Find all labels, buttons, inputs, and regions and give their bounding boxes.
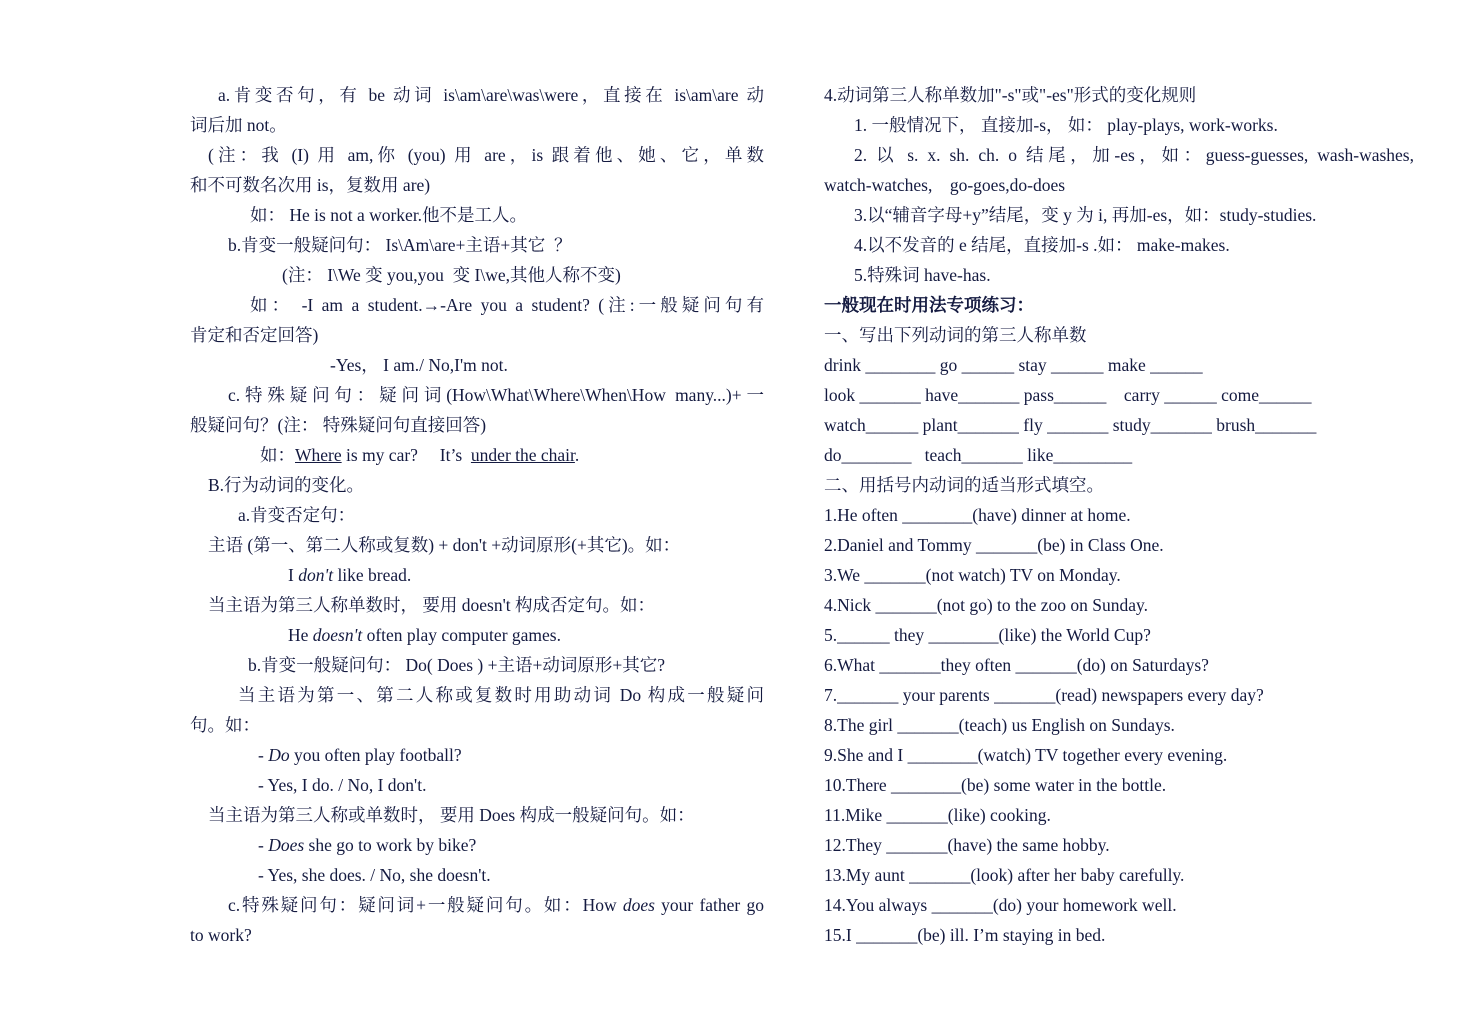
section-heading: 4.动词第三人称单数加"-s"或"-es"形式的变化规则 <box>824 85 1197 105</box>
rule-item: 3.以“辅音字母+y”结尾，变 y 为 i, 再加-es，如：study-studies. <box>854 205 1317 225</box>
right-column <box>824 80 1414 950</box>
text-line: 肯定和否定回答) <box>190 325 319 345</box>
text-line: 如： -I am a student.→-Are you a student? (注:一般疑问句有 <box>250 295 764 315</box>
rule-item: 1. 一般情况下， 直接加-s， 如： play-plays, work-works. <box>854 115 1278 135</box>
text-line: 般疑问句？(注： 特殊疑问句直接回答) <box>190 415 487 435</box>
text-span: she go to work by bike? <box>304 835 477 855</box>
text-span: c.特殊疑问句：疑问词+一般疑问句。如：How <box>228 895 623 915</box>
text-span: is my car? It’s <box>341 445 471 465</box>
example-line <box>190 830 764 860</box>
italic-text: does <box>622 895 655 915</box>
text-span: - <box>258 745 269 765</box>
text-span: . <box>574 445 580 465</box>
text-line: 和不可数名次用 is，复数用 are) <box>190 175 431 195</box>
example-line <box>190 440 764 470</box>
exercise-item: 1.He often ________(have) dinner at home. <box>824 505 1131 525</box>
exercise-line: do________ teach_______ like_________ <box>824 445 1133 465</box>
text-line: 句。如： <box>190 715 260 735</box>
text-span: 如： <box>260 445 295 465</box>
exercise-item: 13.My aunt _______(look) after her baby carefully. <box>824 865 1185 885</box>
text-span: I <box>288 565 299 585</box>
exercise-item: 10.There ________(be) some water in the bottle. <box>824 775 1167 795</box>
italic-text: Does <box>268 835 305 855</box>
text-line: to work? <box>190 925 252 945</box>
exercise-line: watch______ plant_______ fly _______ study_______ brush_______ <box>824 415 1317 435</box>
text-line: 词后加 not。 <box>190 115 287 135</box>
text-span: - <box>258 835 269 855</box>
text-span: often play computer games. <box>362 625 561 645</box>
text-span: you often play football? <box>289 745 462 765</box>
exercise-item: 11.Mike _______(like) cooking. <box>824 805 1051 825</box>
exercise-item: 12.They _______(have) the same hobby. <box>824 835 1110 855</box>
text-line: 当主语为第三人称单数时， 要用 doesn't 构成否定句。如： <box>208 595 655 615</box>
rule-item-continued: watch-watches, go-goes,do-does <box>824 175 1066 195</box>
exercise-item: 4.Nick _______(not go) to the zoo on Sunday. <box>824 595 1149 615</box>
section-heading: B.行为动词的变化。 <box>208 475 365 495</box>
exercise-line: look _______ have_______ pass______ carry ______ come______ <box>824 385 1312 405</box>
exercise-item: 8.The girl _______(teach) us English on Sundays. <box>824 715 1175 735</box>
text-span: like bread. <box>333 565 412 585</box>
exercise-item: 5.______ they ________(like) the World Cup? <box>824 625 1151 645</box>
italic-text: doesn't <box>312 625 363 645</box>
exercise-item: 3.We _______(not watch) TV on Monday. <box>824 565 1121 585</box>
exercise-line: drink ________ go ______ stay ______ make ______ <box>824 355 1203 375</box>
text-line: - Yes, she does. / No, she doesn't. <box>258 865 491 885</box>
left-column <box>190 80 764 950</box>
exercise-item: 7._______ your parents _______(read) newspapers every day? <box>824 685 1264 705</box>
text-line: b.肯变一般疑问句： Do( Does ) +主语+动词原形+其它? <box>248 655 666 675</box>
rule-item: 4.以不发音的 e 结尾，直接加-s .如： make-makes. <box>854 235 1230 255</box>
text-span: He <box>288 625 313 645</box>
italic-text: don't <box>298 565 334 585</box>
exercise-title: 一般现在时用法专项练习： <box>824 295 1034 315</box>
underlined-text: under the chair <box>470 445 575 465</box>
text-line: a.肯变否定句： <box>238 505 356 525</box>
exercise-section-heading: 一、写出下列动词的第三人称单数 <box>824 325 1087 345</box>
exercise-item: 9.She and I ________(watch) TV together every evening. <box>824 745 1228 765</box>
rule-item: 5.特殊词 have-has. <box>854 265 991 285</box>
example-line <box>190 560 764 590</box>
example-line <box>190 620 764 650</box>
text-line: c.特殊疑问句：疑问词(How\What\Where\When\How many...)+一 <box>228 385 764 405</box>
exercise-section-heading: 二、用括号内动词的适当形式填空。 <box>824 475 1104 495</box>
exercise-item: 2.Daniel and Tommy _______(be) in Class One. <box>824 535 1164 555</box>
exercise-item: 15.I _______(be) ill. I’m staying in bed. <box>824 925 1106 945</box>
text-line: 主语 (第一、第二人称或复数) + don't +动词原形(+其它)。如： <box>208 535 681 555</box>
text-line: b.肯变一般疑问句： Is\Am\are+主语+其它 ？ <box>228 235 572 255</box>
example-line <box>190 890 764 920</box>
text-line: 当主语为第一、第二人称或复数时用助动词 Do 构成一般疑问 <box>238 685 764 705</box>
text-line: 如： He is not a worker.他不是工人。 <box>250 205 528 225</box>
text-line: (注： I\We 变 you,you 变 I\we,其他人称不变) <box>282 265 621 285</box>
text-line: - Yes, I do. / No, I don't. <box>258 775 427 795</box>
underlined-text: Where <box>295 445 342 465</box>
text-span: your father go <box>654 895 764 915</box>
text-line: (注：我 (I) 用 am,你 (you) 用 are，is 跟着他、她、它，单数 <box>208 145 764 165</box>
text-line: 当主语为第三人称或单数时， 要用 Does 构成一般疑问句。如： <box>208 805 695 825</box>
text-line: a.肯变否句，有 be 动词 is\am\are\was\were，直接在 is\am\are 动 <box>218 85 764 105</box>
exercise-item: 6.What _______they often _______(do) on Saturdays? <box>824 655 1209 675</box>
rule-item: 2. 以 s. x. sh. ch. o 结尾，加-es，如：guess-guesses, wash-washes, <box>854 145 1414 165</box>
italic-text: Do <box>268 745 290 765</box>
exercise-item: 14.You always _______(do) your homework well. <box>824 895 1177 915</box>
example-line <box>190 740 764 770</box>
text-line: -Yes， I am./ No,I'm not. <box>330 355 508 375</box>
